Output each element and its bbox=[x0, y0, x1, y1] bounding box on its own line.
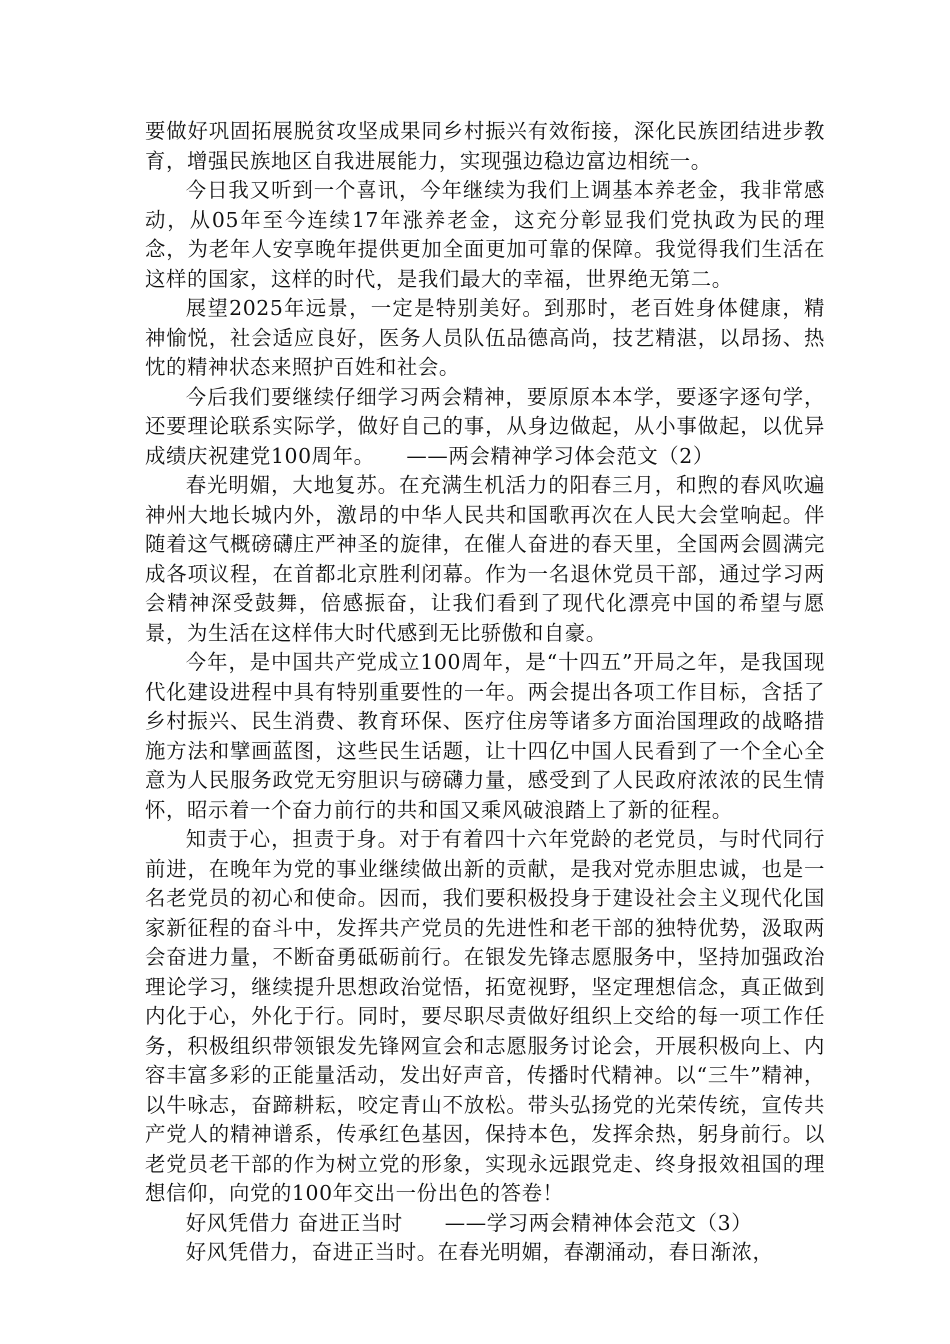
paragraph: 知责于心，担责于身。对于有着四十六年党龄的老党员，与时代同行前进，在晚年为党的事业继续做出新的贡献，是我对党赤胆忠诚，也是一名老党员的初心和使命。因而，我们要积极投身于建设社会主义现代化国家新征程的奋斗中，发挥共产党员的先进性和老干部的独特优势，汲取两会奋进力量，不断奋勇砥砺前行。在银发先锋志愿服务中，坚持加强政治理论学习，继续提升思想政治觉悟，拓宽视野，坚定理想信念，真正做到内化于心，外化于行。同时，要尽职尽责做好组织上交给的每一项工作任务，积极组织带领银发先锋网宣会和志愿服务讨论会，开展积极向上、内容丰富多彩的正能量活动，发出好声音，传播时代精神。以“三牛”精神，以牛咏志，奋蹄耕耘，咬定青山不放松。带头弘扬党的光荣传统，宣传共产党人的精神谱系，传承红色基因，保持本色，发挥余热，躬身前行。以老党员老干部的作为树立党的形象，实现永远跟党走、终身报效祖国的理想信仰，向党的100年交出一份出色的答卷！ bbox=[145, 827, 825, 1205]
paragraph: 今日我又听到一个喜讯，今年继续为我们上调基本养老金，我非常感动，从05年至今连续17年涨养老金，这充分彰显我们党执政为民的理念，为老年人安享晚年提供更加全面更加可靠的保障。我觉得我们生活在这样的国家，这样的时代，是我们最大的幸福，世界绝无第二。 bbox=[145, 178, 825, 291]
paragraph: 今年，是中国共产党成立100周年，是“十四五”开局之年，是我国现代化建设进程中具有特别重要性的一年。两会提出各项工作目标，含括了乡村振兴、民生消费、教育环保、医疗住房等诸多方面治国理政的战略措施方法和擘画蓝图，这些民生话题，让十四亿中国人民看到了一个全心全意为人民服务政党无穷胆识与磅礴力量，感受到了人民政府浓浓的民生情怀，昭示着一个奋力前行的共和国又乘风破浪踏上了新的征程。 bbox=[145, 650, 825, 822]
document-body bbox=[145, 117, 825, 1268]
paragraph: 好风凭借力，奋进正当时。在春光明媚，春潮涌动，春日渐浓， bbox=[185, 1240, 774, 1264]
paragraph: 展望2025年远景，一定是特别美好。到那时，老百姓身体健康，精神愉悦，社会适应良好，医务人员队伍品德高尚，技艺精湛，以昂扬、热忱的精神状态来照护百姓和社会。 bbox=[145, 296, 825, 379]
paragraph: 要做好巩固拓展脱贫攻坚成果同乡村振兴有效衔接，深化民族团结进步教育，增强民族地区自我进展能力，实现强边稳边富边相统一。 bbox=[145, 119, 825, 173]
paragraph: 今后我们要继续仔细学习两会精神，要原原本本学，要逐字逐句学，还要理论联系实际学，做好自己的事，从身边做起，从小事做起，以优异成绩庆祝建党100周年。 ——两会精神学习体会范文（2） bbox=[145, 384, 825, 468]
paragraph: 春光明媚，大地复苏。在充满生机活力的阳春三月，和煦的春风吹遍神州大地长城内外，激昂的中华人民共和国歌再次在人民大会堂响起。伴随着这气概磅礴庄严神圣的旋律，在催人奋进的春天里，全国两会圆满完成各项议程，在首都北京胜利闭幕。作为一名退休党员干部，通过学习两会精神深受鼓舞，倍感振奋，让我们看到了现代化漂亮中国的希望与愿景，为生活在这样伟大时代感到无比骄傲和自豪。 bbox=[145, 473, 825, 645]
section-heading: 好风凭借力 奋进正当时 ——学习两会精神体会范文（3） bbox=[185, 1210, 753, 1235]
